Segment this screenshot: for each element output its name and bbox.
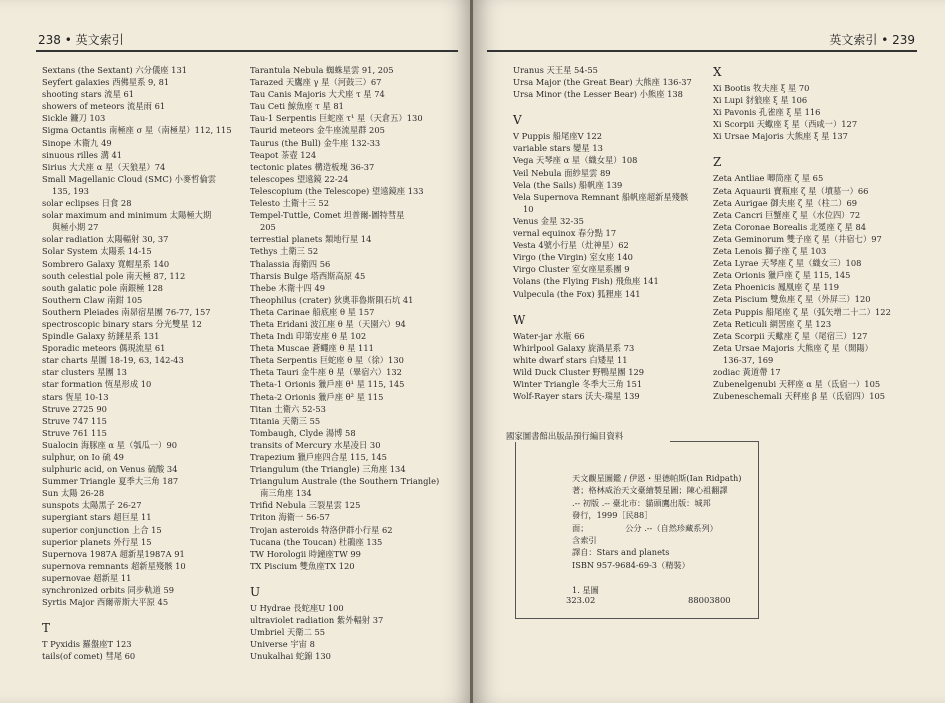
index-entry: Tempel-Tuttle, Comet 坦普爾-圖特彗星	[250, 210, 405, 221]
index-entry: Vela Supernova Remnant 船帆座超新星殘骸	[513, 191, 689, 202]
index-entry: Taurus (the Bull) 金牛座 132-33	[250, 137, 381, 148]
index-entry: Virgo Cluster 室女座星系團 9	[513, 264, 630, 275]
index-entry: TW Horologii 時鐘座TW 99	[250, 548, 361, 559]
index-entry: star formation 恆星形成 10	[42, 379, 152, 390]
index-entry: Zubeneschemali 天秤座 β 星（氐宿四）105	[713, 391, 886, 402]
index-entry: Ursa Major (the Great Bear) 大熊座 136-37	[513, 77, 692, 88]
index-entry: Veil Nebula 面紗星雲 89	[513, 167, 611, 178]
index-entry: Teapot 茶壺 124	[250, 149, 317, 160]
index-entry: solar maximum and minimum 太陽極大期	[42, 210, 212, 221]
index-entry: Uranus 天王星 54-55	[513, 65, 598, 75]
left-head-rule	[36, 50, 458, 52]
index-entry: star charts 星圖 18-19, 63, 142-43	[42, 355, 184, 366]
index-entry: Summer Triangle 夏季大三角 187	[42, 476, 179, 487]
index-entry: Whirlpool Galaxy 旋渦星系 73	[513, 342, 635, 353]
index-entry: south celestial pole 南天極 87, 112	[42, 270, 186, 281]
right-running-head: 英文索引 • 239	[829, 33, 915, 47]
index-entry-continuation: 10	[523, 203, 534, 214]
index-entry: Zeta Cancri 巨蟹座 ζ 星（水位四）72	[713, 209, 861, 220]
index-entry: showers of meteors 流星雨 61	[42, 101, 166, 112]
index-entry: Theophilus (crater) 狄奧菲魯斯隕石坑 41	[250, 294, 414, 305]
index-entry: Zeta Aquaurii 寶瓶座 ζ 星（墳墓一）66	[713, 185, 869, 196]
cip-line: 含索引	[572, 535, 597, 546]
index-entry: zodiac 黃道帶 17	[713, 366, 781, 377]
index-entry: Solar System 太陽系 14-15	[42, 246, 152, 257]
index-entry: Vulpecula (the Fox) 狐狸座 141	[513, 288, 641, 299]
index-entry: Wolf-Rayer stars 沃夫-瑞星 139	[513, 391, 640, 402]
cip-title: 國家圖書館出版品預行編目資料	[502, 430, 670, 442]
index-entry: Vega 天琴座 α 星（織女星）108	[513, 155, 638, 166]
index-section-letter: U	[250, 584, 261, 599]
index-entry: solar eclipses 日食 28	[42, 198, 132, 209]
index-entry: Tarazed 天鷹座 γ 星（河鼓三）67	[250, 77, 382, 88]
index-entry: Xi Ursae Majoris 大熊座 ξ 星 137	[713, 131, 848, 142]
index-entry: vernal equinox 春分點 17	[513, 228, 617, 239]
index-entry: Venus 金星 32-35	[513, 215, 584, 226]
index-entry: Virgo (the Virgin) 室女座 140	[513, 252, 633, 263]
index-entry: Tombaugh, Clyde 湯博 58	[250, 427, 356, 438]
index-entry: Thebe 木衛十四 49	[250, 282, 326, 293]
index-entry: Small Magellanic Cloud (SMC) 小麥哲倫雲	[42, 173, 217, 184]
index-entry: Titania 天衛三 55	[250, 415, 321, 426]
index-entry: Zubenelgenubi 天秤座 α 星（氐宿一）105	[713, 379, 881, 390]
index-entry-continuation: 與極小期 27	[52, 222, 99, 233]
index-entry: Theta Indi 印第安座 θ 星 102	[250, 331, 367, 342]
index-entry: TX Piscium 雙魚座TX 120	[250, 560, 355, 571]
index-entry: Southern Pleiades 南昴宿星團 76-77, 157	[42, 306, 211, 317]
index-entry: Thalassia 海衛四 56	[250, 258, 331, 269]
index-entry: terrestial planets 類地行星 14	[250, 234, 372, 245]
index-entry: Triton 海衛一 56-57	[250, 512, 330, 523]
index-entry: Umbriel 天衛二 55	[250, 627, 326, 638]
index-entry: Water-jar 水瓶 66	[513, 330, 585, 341]
index-entry: Unukalhai 蛇錦 130	[250, 651, 331, 662]
index-entry: Xi Pavonis 孔雀座 ξ 星 116	[713, 107, 821, 118]
index-entry: Theta Tauri 金牛座 θ 星（畢宿六）132	[250, 367, 402, 378]
index-entry: Tethys 土衛三 52	[250, 246, 319, 257]
right-index-column-2	[713, 64, 925, 402]
index-entry: Vela (the Sails) 船帆座 139	[513, 179, 623, 190]
index-entry: Telescopium (the Telescope) 望遠鏡座 133	[250, 185, 424, 196]
index-entry: Struve 761 115	[42, 427, 107, 438]
index-section-letter: T	[42, 621, 51, 636]
index-entry: superior conjunction 上合 15	[42, 524, 162, 535]
cip-record-number: 88003800	[687, 595, 731, 605]
cip-line: .-- 初版 .-- 臺北市：貓頭鷹出版：城邦	[572, 497, 711, 508]
index-entry: variable stars 變星 13	[513, 143, 603, 154]
index-entry: Tau-1 Serpentis 巨蛇座 τ¹ 星（天倉五）130	[250, 113, 423, 124]
index-entry: Sextans (the Sextant) 六分儀座 131	[42, 65, 188, 75]
index-entry: Theta-1 Orionis 獵戶座 θ¹ 星 115, 145	[250, 379, 405, 390]
right-index-column-1	[513, 64, 703, 402]
index-entry: Zeta Ursae Majoris 大熊座 ζ 星（開陽）	[713, 342, 873, 353]
index-entry: Syrtis Major 西爾蒂斯大平原 45	[42, 597, 169, 608]
index-entry: shooting stars 流星 61	[42, 89, 135, 100]
index-section-letter: Z	[713, 155, 722, 170]
index-entry: Supernova 1987A 超新星1987A 91	[42, 548, 185, 559]
index-entry: Volans (the Flying Fish) 飛魚座 141	[513, 276, 659, 287]
index-entry: Ursa Minor (the Lesser Bear) 小熊座 138	[513, 89, 683, 100]
index-entry: Sualocin 海豚座 α 星（瓠瓜一）90	[42, 439, 178, 450]
index-entry: sulphur, on Io 硫 49	[42, 452, 124, 462]
index-entry: sunspots 太陽黑子 26-27	[42, 500, 142, 511]
index-entry: Winter Triangle 冬季大三角 151	[513, 378, 643, 389]
index-entry: V Puppis 船尾座V 122	[513, 131, 603, 142]
index-entry: Zeta Coronae Borealis 北冕座 ζ 星 84	[713, 221, 867, 232]
cip-line: ISBN 957-9684-69-3（精裝）	[572, 559, 690, 570]
cip-line	[572, 571, 762, 583]
cip-line: 天文觀星圖鑑 / 伊恩・里德帕斯(Ian Ridpath)	[572, 473, 742, 483]
cip-line: 1. 星圖	[572, 584, 599, 595]
index-entry: star clusters 星團 13	[42, 367, 127, 378]
right-page	[473, 0, 945, 703]
index-entry: U Hydrae 長蛇座U 100	[250, 602, 344, 613]
index-entry: Xi Lupi 豺狼座 ξ 星 106	[713, 95, 808, 106]
index-entry: Sickle 鐮刀 103	[42, 113, 106, 124]
index-entry: Theta Carinae 船底座 θ 星 157	[250, 306, 375, 317]
cip-line: 面； 公分 .--（自然珍藏系列）	[572, 522, 718, 533]
index-entry: Zeta Piscium 雙魚座 ζ 星（外屏三）120	[713, 294, 871, 305]
left-index-column-1	[42, 64, 240, 662]
index-entry-continuation: 南三角座 134	[260, 488, 312, 499]
index-entry: Spindle Galaxy 紡錘星系 131	[42, 331, 160, 342]
index-entry: Zeta Phoenicis 鳳凰座 ζ 星 119	[713, 282, 840, 293]
left-index-column-2	[250, 64, 462, 662]
index-entry: south galatic pole 南銀極 128	[42, 282, 163, 293]
index-entry: telescopes 望遠鏡 22-24	[250, 173, 349, 184]
cip-record-box	[506, 431, 759, 619]
index-entry: Seyfert galaxies 西佛星系 9, 81	[42, 77, 170, 88]
left-running-head: 238 • 英文索引	[38, 33, 124, 47]
cip-class-number: 323.02	[566, 595, 596, 605]
index-entry: Tarantula Nebula 蜘蛛星雲 91, 205	[250, 65, 394, 75]
index-entry: Struve 2725 90	[42, 403, 107, 414]
index-entry: Tharsis Bulge 塔西斯高原 45	[250, 270, 366, 281]
index-entry: Theta-2 Orionis 獵戶座 θ² 星 115	[250, 391, 384, 402]
cip-line: 譯自：Stars and planets	[572, 547, 670, 558]
index-entry: Xi Scorpii 天蠍座 ξ 星（西咸一）127	[713, 119, 858, 130]
cip-footer	[566, 594, 756, 606]
index-entry: superior planets 外行星 15	[42, 536, 152, 547]
index-entry: Theta Eridani 波江座 θ 星（天園六）94	[250, 318, 406, 329]
index-entry: Sinope 木衛九 49	[42, 137, 112, 148]
index-entry: Sombrero Galaxy 寬帽星系 140	[42, 258, 170, 269]
index-entry-continuation: 136-37, 169	[723, 354, 774, 365]
index-entry: Sirius 大犬座 α 星（天狼星）74	[42, 161, 166, 172]
index-entry: Theta Muscae 蒼蠅座 θ 星 111	[250, 343, 374, 354]
index-entry: Zeta Aurigae 御夫座 ζ 星（柱二）69	[713, 197, 858, 208]
index-entry: synchronized orbits 同步軌道 59	[42, 585, 175, 596]
index-entry: Zeta Scorpii 天蠍座 ζ 星（尾宿三）127	[713, 330, 868, 341]
index-entry: stars 恆星 10-13	[42, 391, 109, 402]
index-entry: supernovae 超新星 11	[42, 572, 132, 583]
index-section-letter: V	[513, 113, 522, 128]
index-entry-continuation: 205	[260, 222, 276, 233]
index-entry: Tucana (the Toucan) 杜鵑座 135	[250, 536, 383, 547]
index-entry: Triangulum Australe (the Southern Triangle)	[250, 476, 440, 487]
index-entry: Trapezium 獵戶座四合星 115, 145	[250, 452, 387, 462]
index-entry: Zeta Puppis 船尾座 ζ 星（弧矢增二十二）122	[713, 306, 891, 317]
index-entry: white dwarf stars 白矮星 11	[513, 354, 628, 365]
index-entry: Zeta Geminorum 雙子座 ζ 星（井宿七）97	[713, 233, 882, 244]
index-entry: sinuous rilles 溝 41	[42, 149, 123, 160]
index-entry: supergiant stars 超巨星 11	[42, 512, 152, 523]
index-entry: Zeta Antliae 唧筒座 ζ 星 65	[713, 173, 824, 184]
index-entry: Xi Bootis 牧夫座 ξ 星 70	[713, 83, 810, 93]
index-entry: Taurid meteors 金牛座流星群 205	[250, 125, 385, 136]
index-entry: Trojan asteroids 特洛伊群小行星 62	[250, 524, 393, 535]
index-entry: Zeta Reticuli 網罟座 ζ 星 123	[713, 318, 832, 329]
index-entry: Universe 宇宙 8	[250, 639, 315, 650]
index-entry: tectonic plates 構造板塊 36-37	[250, 161, 375, 172]
index-entry: Theta Serpentis 巨蛇座 θ 星（徐）130	[250, 355, 404, 366]
index-section-letter: W	[513, 312, 526, 327]
index-entry: Wild Duck Cluster 野鴨星團 129	[513, 366, 645, 377]
index-entry: T Pyxidis 羅盤座T 123	[42, 639, 132, 650]
index-entry: spectroscopic binary stars 分光雙星 12	[42, 318, 202, 329]
index-entry: Zeta Orionis 獵戶座 ζ 星 115, 145	[713, 270, 851, 281]
index-entry-continuation: 135, 193	[52, 185, 89, 196]
index-entry: Tau Canis Majoris 大犬座 τ 星 74	[250, 89, 385, 100]
index-entry: sulphuric acid, on Venus 硫酸 34	[42, 464, 178, 475]
index-entry: Sigma Octantis 南極座 σ 星（南極星）112, 115	[42, 125, 232, 136]
index-entry: supernova remnants 超新星殘骸 10	[42, 560, 186, 571]
index-entry: Vesta 4號小行星（灶神星）62	[513, 240, 629, 251]
index-entry: solar radiation 太陽輻射 30, 37	[42, 234, 169, 245]
index-entry: Sun 太陽 26-28	[42, 488, 105, 499]
index-entry: Triangulum (the Triangle) 三角座 134	[250, 464, 406, 475]
cip-line: 著；格林威治天文臺繪製星圖；陳心祖翻譯	[572, 485, 728, 496]
left-page	[0, 0, 472, 703]
index-entry: Southern Claw 南鉗 105	[42, 294, 143, 305]
right-head-rule	[487, 50, 917, 52]
index-section-letter: X	[713, 65, 722, 79]
index-entry: Titan 土衛六 52-53	[250, 403, 326, 414]
cip-body	[572, 472, 762, 596]
index-entry: ultraviolet radiation 紫外輻射 37	[250, 615, 384, 626]
index-entry: tails(of comet) 彗尾 60	[42, 651, 136, 662]
index-entry: Trifid Nebula 三裂星雲 125	[250, 500, 361, 511]
index-entry: Zeta Lenois 獅子座 ζ 星 103	[713, 246, 827, 257]
index-entry: Zeta Lyrae 天琴座 ζ 星（織女三）108	[713, 258, 862, 269]
index-entry: transits of Mercury 水星凌日 30	[250, 439, 381, 450]
index-entry: Tau Ceti 鯨魚座 τ 星 81	[250, 101, 344, 112]
cip-line: 發行，1999［民88］	[572, 510, 653, 521]
index-entry: Sporadic meteors 偶現流星 61	[42, 343, 166, 354]
index-entry: Telesto 土衛十三 52	[250, 198, 329, 209]
index-entry: Struve 747 115	[42, 415, 107, 426]
